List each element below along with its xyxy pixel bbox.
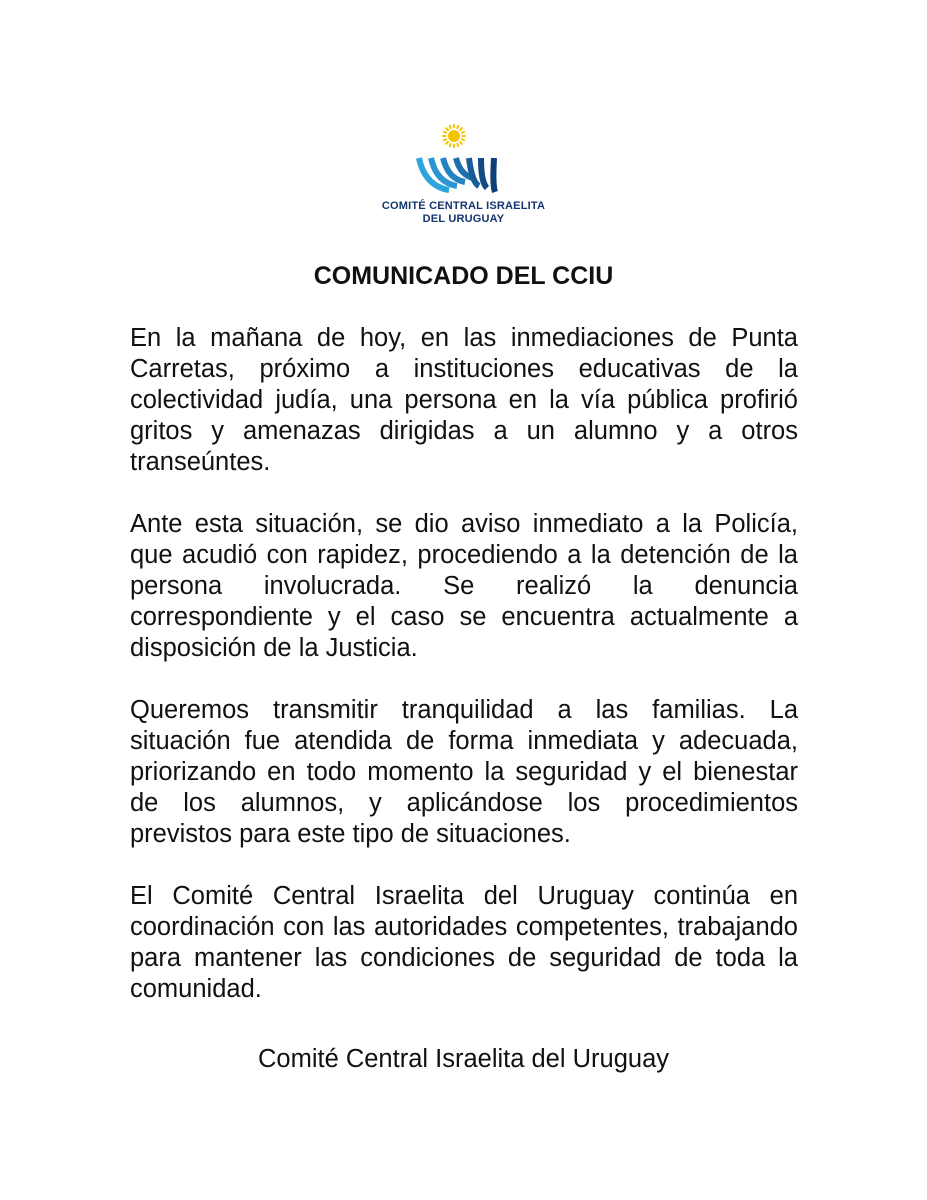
paragraph-3: Queremos transmitir tranquilidad a las familias. La situación fue atendida de forma inmediata y adecuada, priorizando en todo momento la seguridad y el bienestar de los alumnos, y aplicándose los procedimientos previstos para este tipo de situaciones. (130, 696, 798, 848)
logo-line-2: DEL URUGUAY (422, 213, 505, 225)
paragraph-4: El Comité Central Israelita del Uruguay continúa en coordinación con las autoridades competentes, trabajando para mantener las condiciones de seguridad de toda la comunidad. (130, 882, 798, 1003)
paragraph-1: En la mañana de hoy, en las inmediaciones de Punta Carretas, próximo a instituciones educativas de la colectividad judía, una persona en la vía pública profirió gritos y amenazas dirigidas a un alumno y a otros transeúntes. (130, 324, 798, 476)
sun-icon (443, 125, 465, 147)
signature: Comité Central Israelita del Uruguay (257, 1045, 669, 1073)
menorah-sun-logo-icon (409, 120, 519, 200)
logo-line-1: COMITÉ CENTRAL ISRAELITA (381, 200, 546, 212)
menorah-arcs (419, 158, 495, 192)
document-title: COMUNICADO DEL CCIU (313, 262, 614, 290)
document-body (130, 323, 798, 1036)
paragraph-2: Ante esta situación, se dio aviso inmediato a la Policía, que acudió con rapidez, procediendo a la detención de la persona involucrada. Se realizó la denuncia correspondiente y el caso se encuentra actualmente a disposición de la Justicia. (130, 510, 798, 662)
cciu-logo (0, 120, 927, 226)
logo-wordmark (0, 200, 927, 226)
